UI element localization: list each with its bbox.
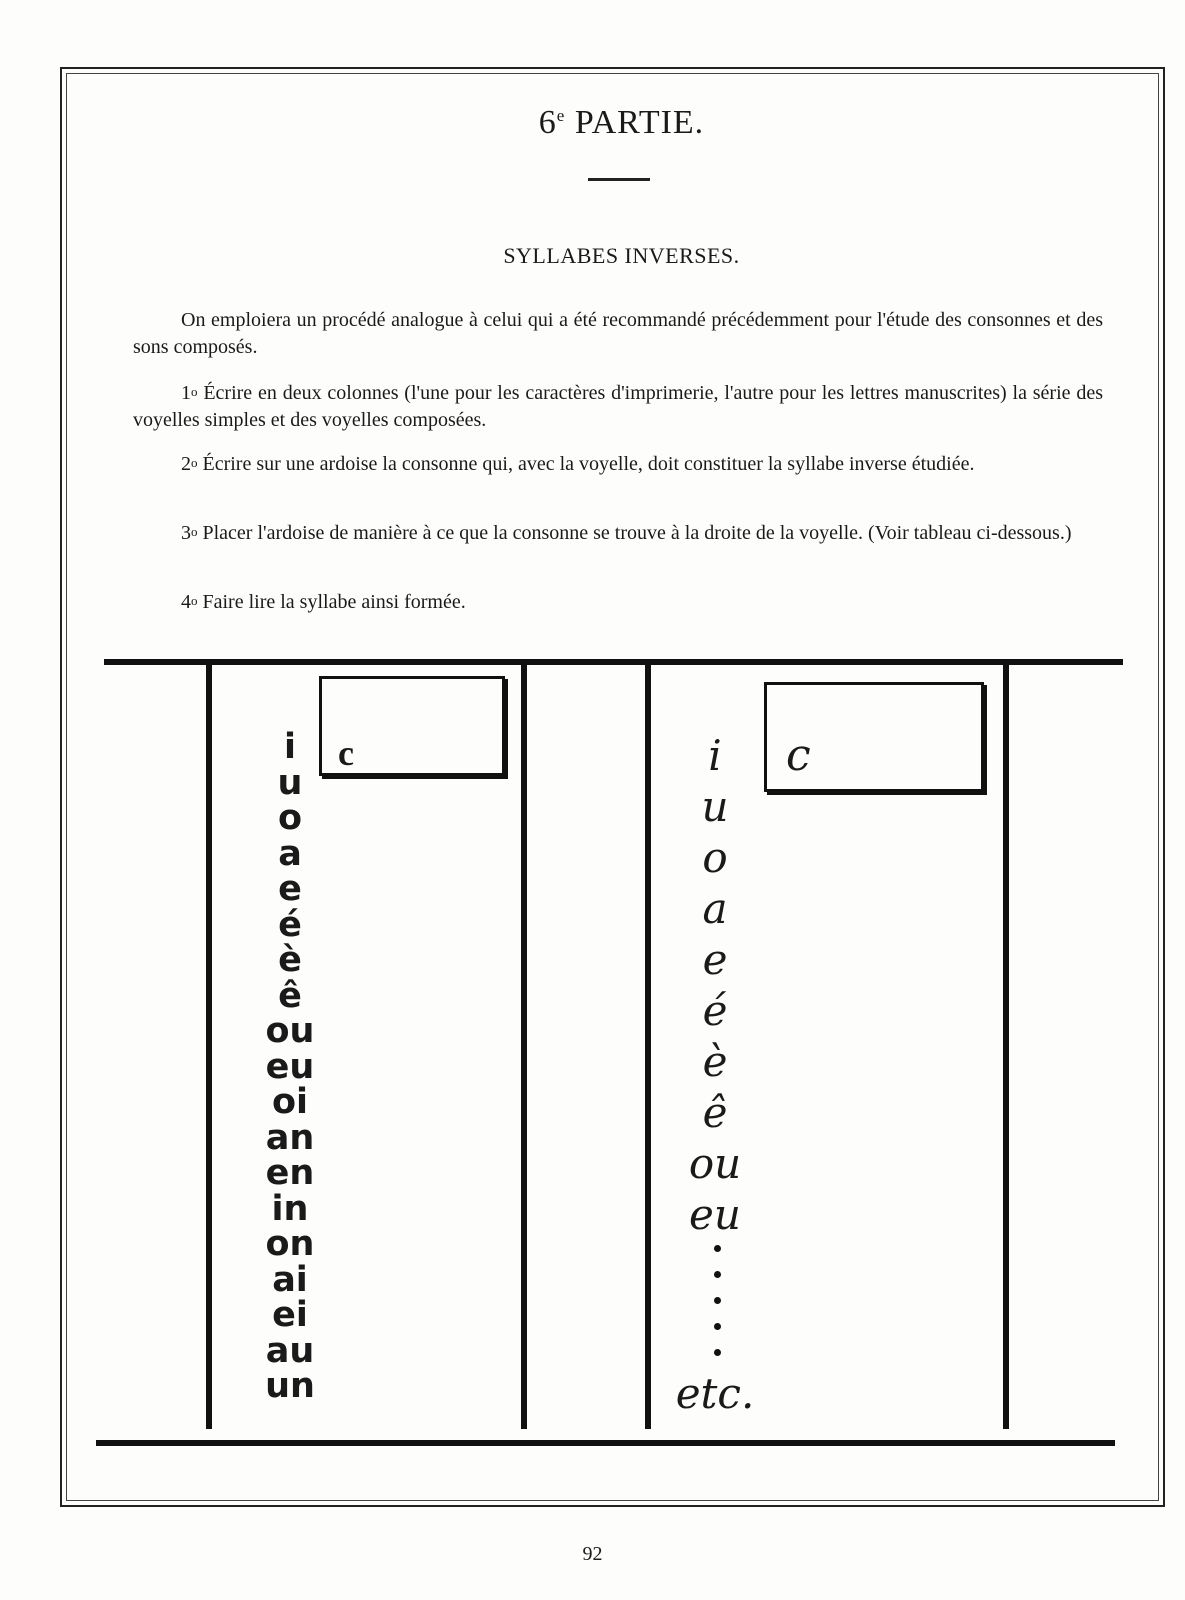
title-rule (588, 178, 650, 181)
script-vowel: è (702, 1037, 728, 1086)
print-vowel: en (265, 1153, 315, 1193)
print-vowel: o (277, 798, 303, 838)
script-vowel: a (702, 884, 728, 933)
print-vowel: eu (265, 1046, 315, 1087)
print-vowel: ê (278, 975, 302, 1016)
print-vowel: i (284, 727, 296, 767)
paragraph-intro: On emploiera un procédé analogue à celui qui a été recommandé précédemment pour l'étude des consonnes et des sons composés. (133, 309, 1103, 358)
table-column-rule (521, 659, 527, 1429)
print-vowel: au (265, 1330, 315, 1371)
table-top-rule (104, 659, 1123, 665)
print-vowel: in (271, 1188, 309, 1229)
print-vowel: é (278, 904, 302, 945)
table-column-rule (645, 659, 651, 1429)
print-consonant: c (338, 733, 354, 773)
table-column-rule (1003, 659, 1009, 1429)
page-title: 6e PARTIE. (538, 104, 705, 141)
script-etc: etc. (675, 1369, 755, 1418)
script-vowel: ê (702, 1088, 728, 1137)
print-vowel-column (230, 727, 350, 1406)
table-column-rule (206, 659, 212, 1429)
print-vowel: è (278, 940, 302, 980)
print-vowel: ai (272, 1259, 308, 1300)
script-vowel: e (702, 935, 728, 984)
section-subtitle: SYLLABES INVERSES. (503, 243, 740, 268)
print-vowel: ei (272, 1295, 308, 1335)
print-vowel: an (265, 1117, 315, 1158)
script-vowel-column (660, 730, 770, 1240)
paragraph-step-3: 3$^o$ Placer l'ardoise de manière à ce que la consonne se trouve à la droite de la voyelle. (Voir tableau ci-dessous.) (181, 522, 1072, 544)
print-vowel: oi (271, 1082, 309, 1122)
script-consonant: c (786, 730, 811, 781)
print-vowel: u (277, 762, 303, 803)
script-vowel: i (708, 731, 722, 780)
script-vowel: o (702, 833, 728, 882)
paragraph-step-4: 4$^o$ Faire lire la syllabe ainsi formée. (181, 591, 466, 613)
print-vowel: e (278, 869, 302, 909)
script-vowel: eu (689, 1190, 741, 1239)
print-vowel: on (265, 1224, 315, 1264)
script-vowel: u (701, 782, 729, 831)
script-vowel: ou (688, 1139, 742, 1188)
paragraph-step-1: 1$^o$ Écrire en deux colonnes (l'une pour les caractères d'imprimerie, l'autre pour les lettres manuscrites) la série des voyelles simples et des voyelles composées. (133, 382, 1104, 431)
print-vowel: ou (265, 1011, 315, 1051)
page-number: 92 (582, 1543, 603, 1565)
table-bottom-rule (96, 1440, 1115, 1446)
paragraph-step-2: 2$^o$ Écrire sur une ardoise la consonne qui, avec la voyelle, doit constituer la syllabe inverse étudiée. (181, 453, 975, 475)
print-vowel: a (278, 833, 302, 874)
script-vowel: é (702, 986, 728, 1035)
print-vowel: un (265, 1366, 315, 1406)
